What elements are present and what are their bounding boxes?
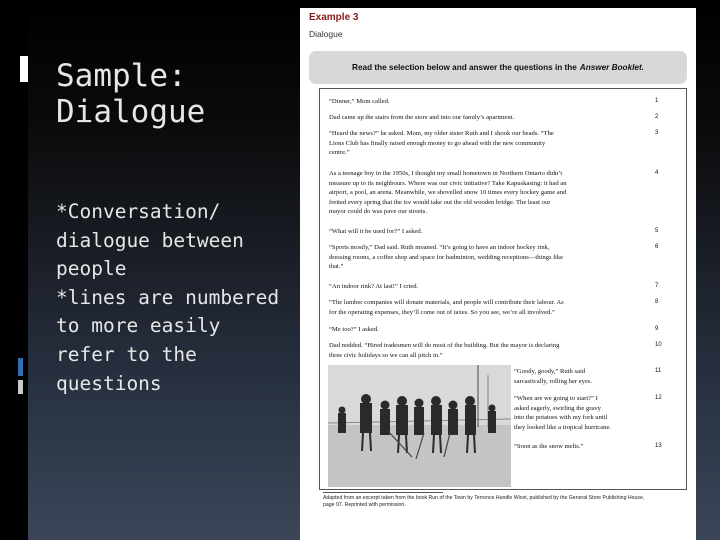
passage-line: asked eagerly, swirling the gravy: [514, 404, 601, 412]
passage-line: Dad nodded. “Hired tradesmen will do most of the building. But the mayor is declaring: [329, 342, 560, 349]
line-number: 8: [655, 299, 659, 305]
decorative-accent-bar: [20, 56, 28, 82]
passage-line: “Dinner,” Mom called.: [329, 98, 390, 105]
slide-body-line: dialogue between: [56, 228, 244, 252]
hockey-photo: [328, 365, 511, 487]
passage-paragraph: [329, 113, 649, 123]
credit-line: Adapted from an excerpt taken from the book Run of the Town by Terrence Hundle Wicet, published by the General Store Publishing House,: [323, 495, 645, 501]
passage-line: airport, a pool, an arena. Meanwhile, we shovelled snow 10 times every hockey game and: [329, 189, 567, 197]
passage-line: “Goody, goody,” Ruth said: [514, 368, 586, 375]
passage-line: mayor could do was pave our streets.: [329, 208, 427, 216]
credit-line: page 97. Reprinted with permission.: [323, 502, 406, 509]
passage-line: “What will it be used for?” I asked.: [329, 228, 423, 235]
slide-title: [56, 58, 286, 130]
passage-line: measure up to its neighbours. Where was our civic initiative? Take Kapuskasing: it had an: [329, 179, 567, 187]
passage-line: “An indoor rink? At last!” I cried.: [329, 283, 419, 290]
passage-paragraph: [329, 243, 649, 272]
passage-line: three civic holidays so we can all pitch in.”: [329, 351, 443, 359]
passage-line: “The lumber companies will donate materials, and people will contribute their labour. As: [329, 299, 564, 306]
slide-body: [56, 198, 296, 398]
line-number: 11: [655, 368, 662, 374]
passage-paragraph: [329, 97, 649, 107]
slide-title-line: Dialogue: [56, 94, 206, 130]
document-subheading: Dialogue: [309, 29, 343, 39]
line-number: 7: [655, 283, 659, 289]
passage-line: “Sports mostly,” Dad said. Ruth moaned. “It’s going to have an indoor hockey rink,: [329, 244, 550, 251]
passage-line: for the operating expenses, they’ll come out of taxes. So you see, we’re all involved.”: [329, 308, 555, 316]
slide-title-line: Sample:: [56, 58, 187, 94]
passage-box: [319, 88, 687, 490]
passage-line: Lions Club has finally raised enough money to go ahead with the new community: [329, 139, 546, 147]
passage-paragraph: [329, 169, 649, 217]
source-credit: [323, 495, 687, 510]
passage-line: dressing rooms, a coffee shop and space for badminton, wedding receptions—things like: [329, 253, 564, 261]
line-number: 10: [655, 342, 662, 348]
passage-paragraph: [514, 442, 654, 452]
slide-body-line: *lines are numbered: [56, 285, 280, 309]
credit-divider: [323, 492, 443, 493]
line-number: 5: [655, 228, 659, 234]
slide-body-line: to more easily: [56, 314, 221, 338]
line-number: 9: [655, 326, 659, 332]
document-page: [300, 8, 696, 540]
line-number: 3: [655, 130, 659, 136]
line-number: 4: [655, 170, 659, 176]
slide-body-line: refer to the: [56, 342, 197, 366]
passage-line: sarcastically, rolling her eyes.: [514, 377, 593, 385]
line-number: 2: [655, 114, 659, 120]
line-number: 1: [655, 98, 659, 104]
line-number: 13: [655, 443, 662, 449]
instructions-banner: [309, 51, 687, 84]
passage-line: into the potatoes with my fork until: [514, 414, 608, 422]
instructions-italic-text: Answer Booklet.: [579, 63, 644, 72]
passage-paragraph: [329, 325, 649, 335]
passage-line: that.”: [329, 263, 344, 271]
passage-paragraph: [329, 282, 649, 292]
passage-line: Dad came up the stairs from the store and into our family’s apartment.: [329, 114, 515, 121]
decorative-accent-bar: [18, 380, 23, 394]
slide-body-line: questions: [56, 371, 162, 395]
document-heading: Example 3: [309, 12, 359, 23]
slide-body-line: people: [56, 257, 127, 281]
decorative-accent-bar: [18, 358, 23, 376]
passage-paragraph: [514, 367, 654, 386]
passage-line: As a teenage boy in the 1950s, I thought my small hometown in Northern Ontario didn’t: [329, 170, 563, 177]
passage-line: “Soon as the snow melts.”: [514, 443, 584, 450]
passage-paragraph: [329, 298, 649, 317]
passage-paragraph: [514, 394, 654, 432]
passage-line: “Heard the news?” he asked. Mom, my older sister Ruth and I shook our heads. “The: [329, 130, 554, 137]
passage-line: “When are we going to start?” I: [514, 395, 598, 402]
passage-paragraph: [329, 341, 649, 360]
slide-body-line: *Conversation/: [56, 200, 221, 223]
passage-paragraph: [329, 227, 649, 237]
hockey-photo-illustration: [328, 365, 511, 487]
passage-line: “Me too?” I asked.: [329, 326, 379, 333]
instructions-text: Read the selection below and answer the questions in the: [352, 63, 577, 72]
line-number: 6: [655, 244, 659, 250]
passage-line: they looked like a tropical hurricane.: [514, 423, 612, 431]
passage-paragraph: [329, 129, 649, 158]
line-number: 12: [655, 395, 662, 401]
passage-line: fretted every spring that the ice would take out the old wooden bridge. The least our: [329, 198, 551, 206]
passage-line: centre.”: [329, 149, 350, 157]
